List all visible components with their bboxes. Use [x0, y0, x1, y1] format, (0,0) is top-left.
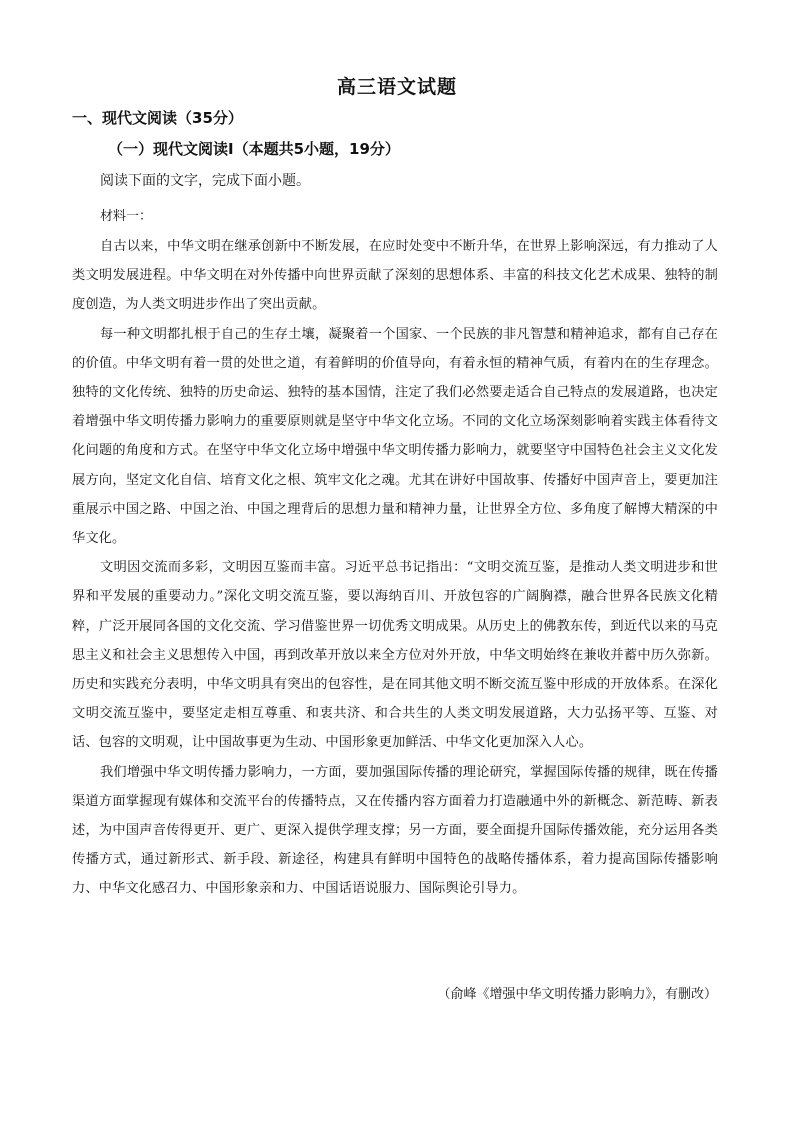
source-citation: （俞峰《增强中华文明传播力影响力》，有删改） — [437, 987, 717, 1002]
reading-instruction: 阅读下面的文字，完成下面小题。 — [100, 173, 310, 189]
material-label: 材料一： — [100, 209, 153, 224]
passage-paragraph-3: 文明因交流而多彩，文明因互鉴而丰富。习近平总书记指出：“文明交流互鉴，是推动人类文明进步和世界和平发展的重要动力。”深化文明交流互鉴，要以海纳百川、开放包容的广阔胸襟，融合世界各民族文化精粹，广泛开展同各国的文化交流、学习借鉴世界一切优秀文明成果。从历史上的佛教东传，到近代以来的马克思主义和社会主义思想传入中国，再到改革开放以来全方位对外开放，中华文明始终在兼收并蓄中历久弥新。历史和实践充分表明，中华文明具有突出的包容性，是在同其他文明不断交流互鉴中形成的开放体系。在深化文明交流互鉴中，要坚定走相互尊重、和衷共济、和合共生的人类文明发展道路，大力弘扬平等、互鉴、对话、包容的文明观，让中国故事更为生动、中国形象更加鲜活、中华文化更加深入人心。 — [72, 560, 718, 751]
passage-paragraph-4: 我们增强中华文明传播力影响力，一方面，要加强国际传播的理论研究，掌握国际传播的规律，既在传播渠道方面掌握现有媒体和交流平台的传播特点，又在传播内容方面着力打造融通中外的新概念、新范畴、新表述，为中国声音传得更开、更广、更深入提供学理支撑；另一方面，要全面提升国际传播效能，充分运用各类传播方式，通过新形式、新手段、新途径，构建具有鲜明中国特色的战略传播体系，着力提高国际传播影响力、中华文化感召力、中国形象亲和力、中国话语说服力、国际舆论引导力。 — [72, 764, 718, 897]
subsection-heading: （一）现代文阅读Ⅰ（本题共5小题，19分） — [108, 140, 400, 158]
passage-body — [72, 232, 718, 904]
passage-paragraph-2: 每一种文明都扎根于自己的生存土壤，凝聚着一个国家、一个民族的非凡智慧和精神追求，都有自己存在的价值。中华文明有着一贯的处世之道，有着鲜明的价值导向，有着永恒的精神气质，有着内在的生存理念。独特的文化传统、独特的历史命运、独特的基本国情，注定了我们必然要走适合自己特点的发展道路，也决定着增强中华文明传播力影响力的重要原则就是坚守中华文化立场。不同的文化立场深刻影响着实践主体看待文化问题的角度和方式。在坚守中华文化立场中增强中华文明传播力影响力，就要坚守中国特色社会主义文化发展方向，坚定文化自信、培育文化之根、筑牢文化之魂。尤其在讲好中国故事、传播好中国声音上，要更加注重展示中国之路、中国之治、中国之理背后的思想力量和精神力量，让世界全方位、多角度了解博大精深的中华文化。 — [72, 326, 718, 547]
passage-paragraph-1: 自古以来，中华文明在继承创新中不断发展，在应时处变中不断升华，在世界上影响深远，有力推动了人类文明发展进程。中华文明在对外传播中向世界贡献了深刻的思想体系、丰富的科技文化艺术成果、独特的制度创造，为人类文明进步作出了突出贡献。 — [72, 239, 718, 313]
page-title: 高三语文试题 — [336, 76, 457, 98]
section-heading: 一、现代文阅读（35分） — [72, 109, 243, 127]
